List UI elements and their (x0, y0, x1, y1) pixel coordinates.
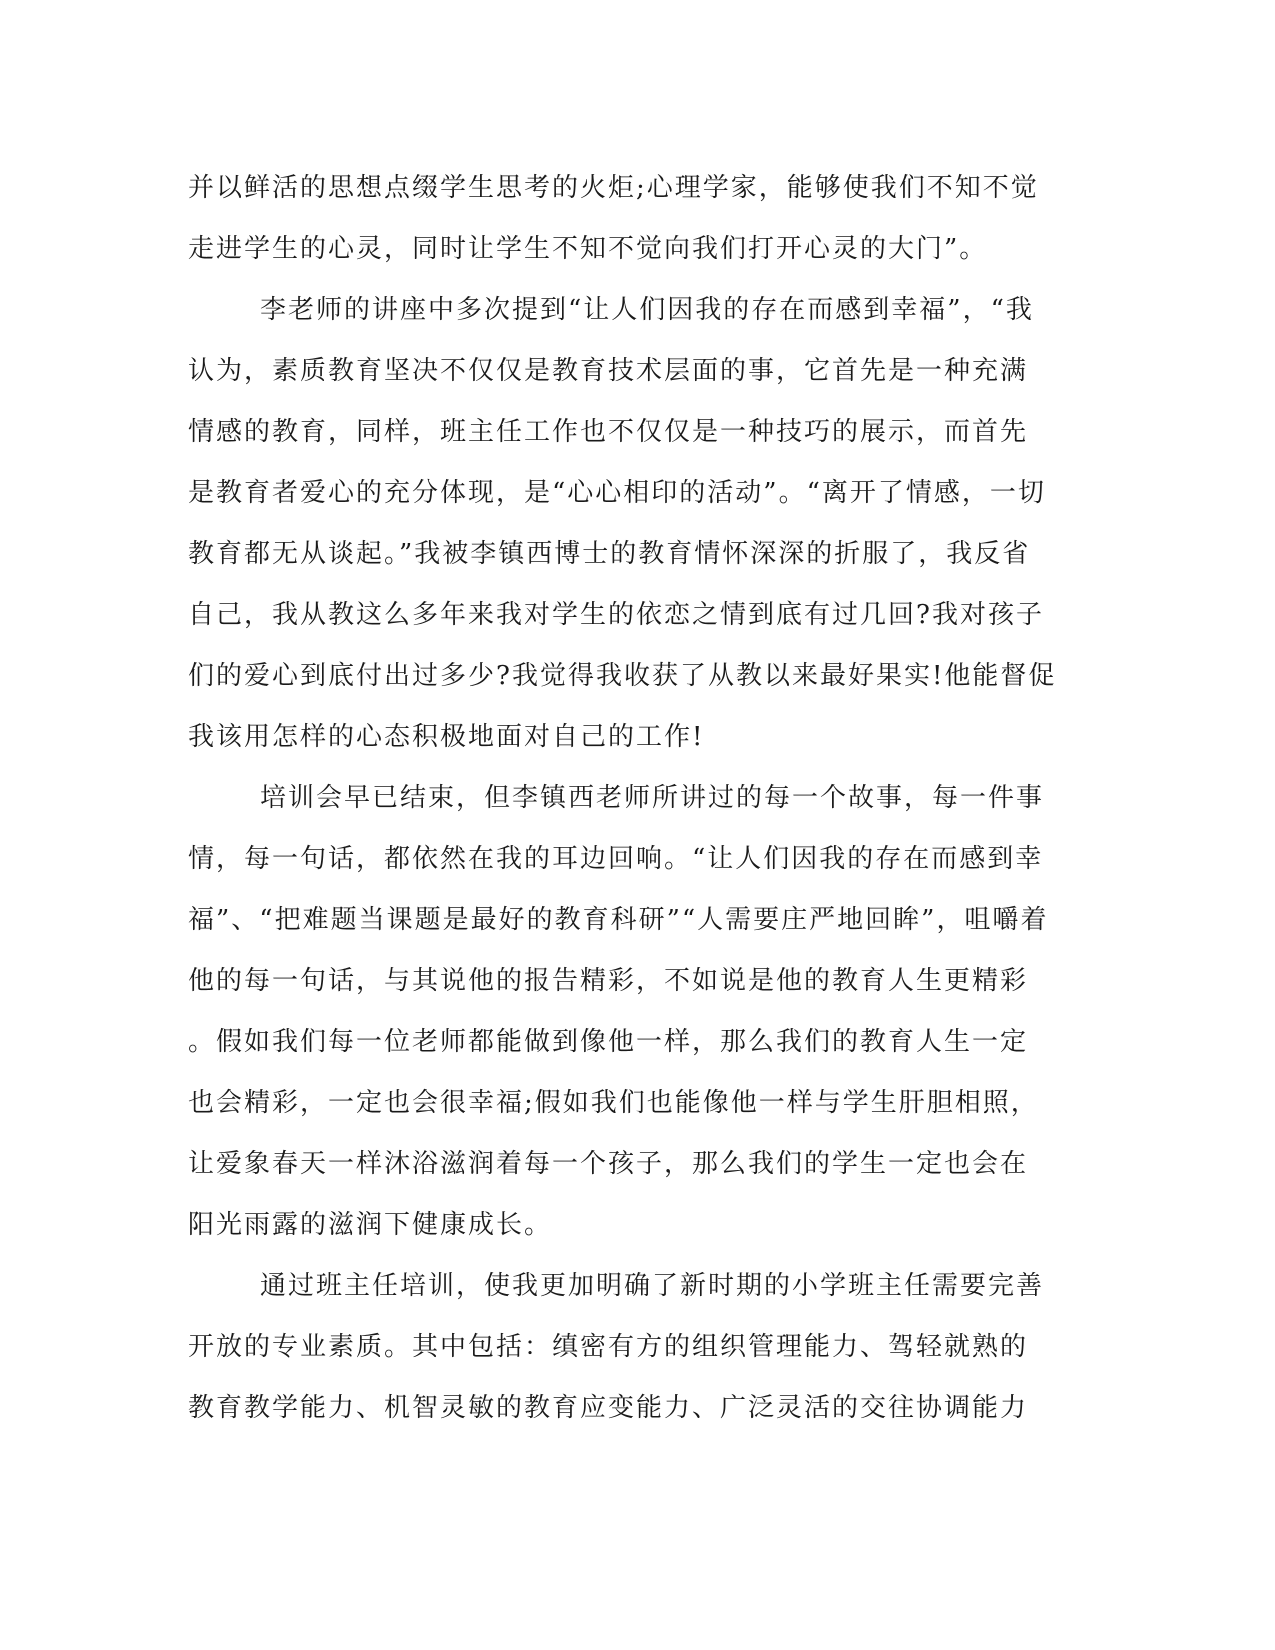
text-line: 教育都无从谈起。”我被李镇西博士的教育情怀深深的折服了，我反省 (188, 539, 1031, 569)
document-body (188, 158, 1088, 1439)
text-line: 。假如我们每一位老师都能做到像他一样，那么我们的教育人生一定 (188, 1027, 1029, 1057)
text-line: 是教育者爱心的充分体现，是“心心相印的活动”。“离开了情感，一切 (188, 478, 1046, 508)
text-line: 情，每一句话，都依然在我的耳边回响。“让人们因我的存在而感到幸 (188, 844, 1044, 874)
text-line: 福”、“把难题当课题是最好的教育科研”“人需要庄严地回眸”，咀嚼着 (188, 905, 1049, 935)
text-line: 培训会早已结束，但李镇西老师所讲过的每一个故事，每一件事 (260, 783, 1045, 813)
text-line: 们的爱心到底付出过多少?我觉得我收获了从教以来最好果实!他能督促 (188, 661, 1057, 691)
text-line: 并以鲜活的思想点缀学生思考的火炬;心理学家，能够使我们不知不觉 (188, 173, 1039, 203)
text-line: 通过班主任培训，使我更加明确了新时期的小学班主任需要完善 (260, 1271, 1045, 1301)
text-line: 阳光雨露的滋润下健康成长。 (188, 1210, 553, 1240)
paragraph (188, 280, 1088, 768)
text-line: 教育教学能力、机智灵敏的教育应变能力、广泛灵活的交往协调能力 (188, 1393, 1029, 1423)
text-line: 开放的专业素质。其中包括：缜密有方的组织管理能力、驾轻就熟的 (188, 1332, 1029, 1362)
text-line: 情感的教育，同样，班主任工作也不仅仅是一种技巧的展示，而首先 (188, 417, 1029, 447)
text-line: 也会精彩，一定也会很幸福;假如我们也能像他一样与学生肝胆相照， (188, 1088, 1039, 1118)
text-line: 走进学生的心灵，同时让学生不知不觉向我们打开心灵的大门”。 (188, 234, 988, 264)
paragraph (188, 1256, 1088, 1439)
text-line: 让爱象春天一样沐浴滋润着每一个孩子，那么我们的学生一定也会在 (188, 1149, 1029, 1179)
text-line: 李老师的讲座中多次提到“让人们因我的存在而感到幸福”，“我 (260, 295, 1034, 325)
text-line: 我该用怎样的心态积极地面对自己的工作! (188, 722, 705, 752)
paragraph (188, 158, 1088, 280)
paragraph (188, 768, 1088, 1256)
text-line: 自己，我从教这么多年来我对学生的依恋之情到底有过几回?我对孩子 (188, 600, 1044, 630)
text-line: 他的每一句话，与其说他的报告精彩，不如说是他的教育人生更精彩 (188, 966, 1029, 996)
text-line: 认为，素质教育坚决不仅仅是教育技术层面的事，它首先是一种充满 (188, 356, 1029, 386)
